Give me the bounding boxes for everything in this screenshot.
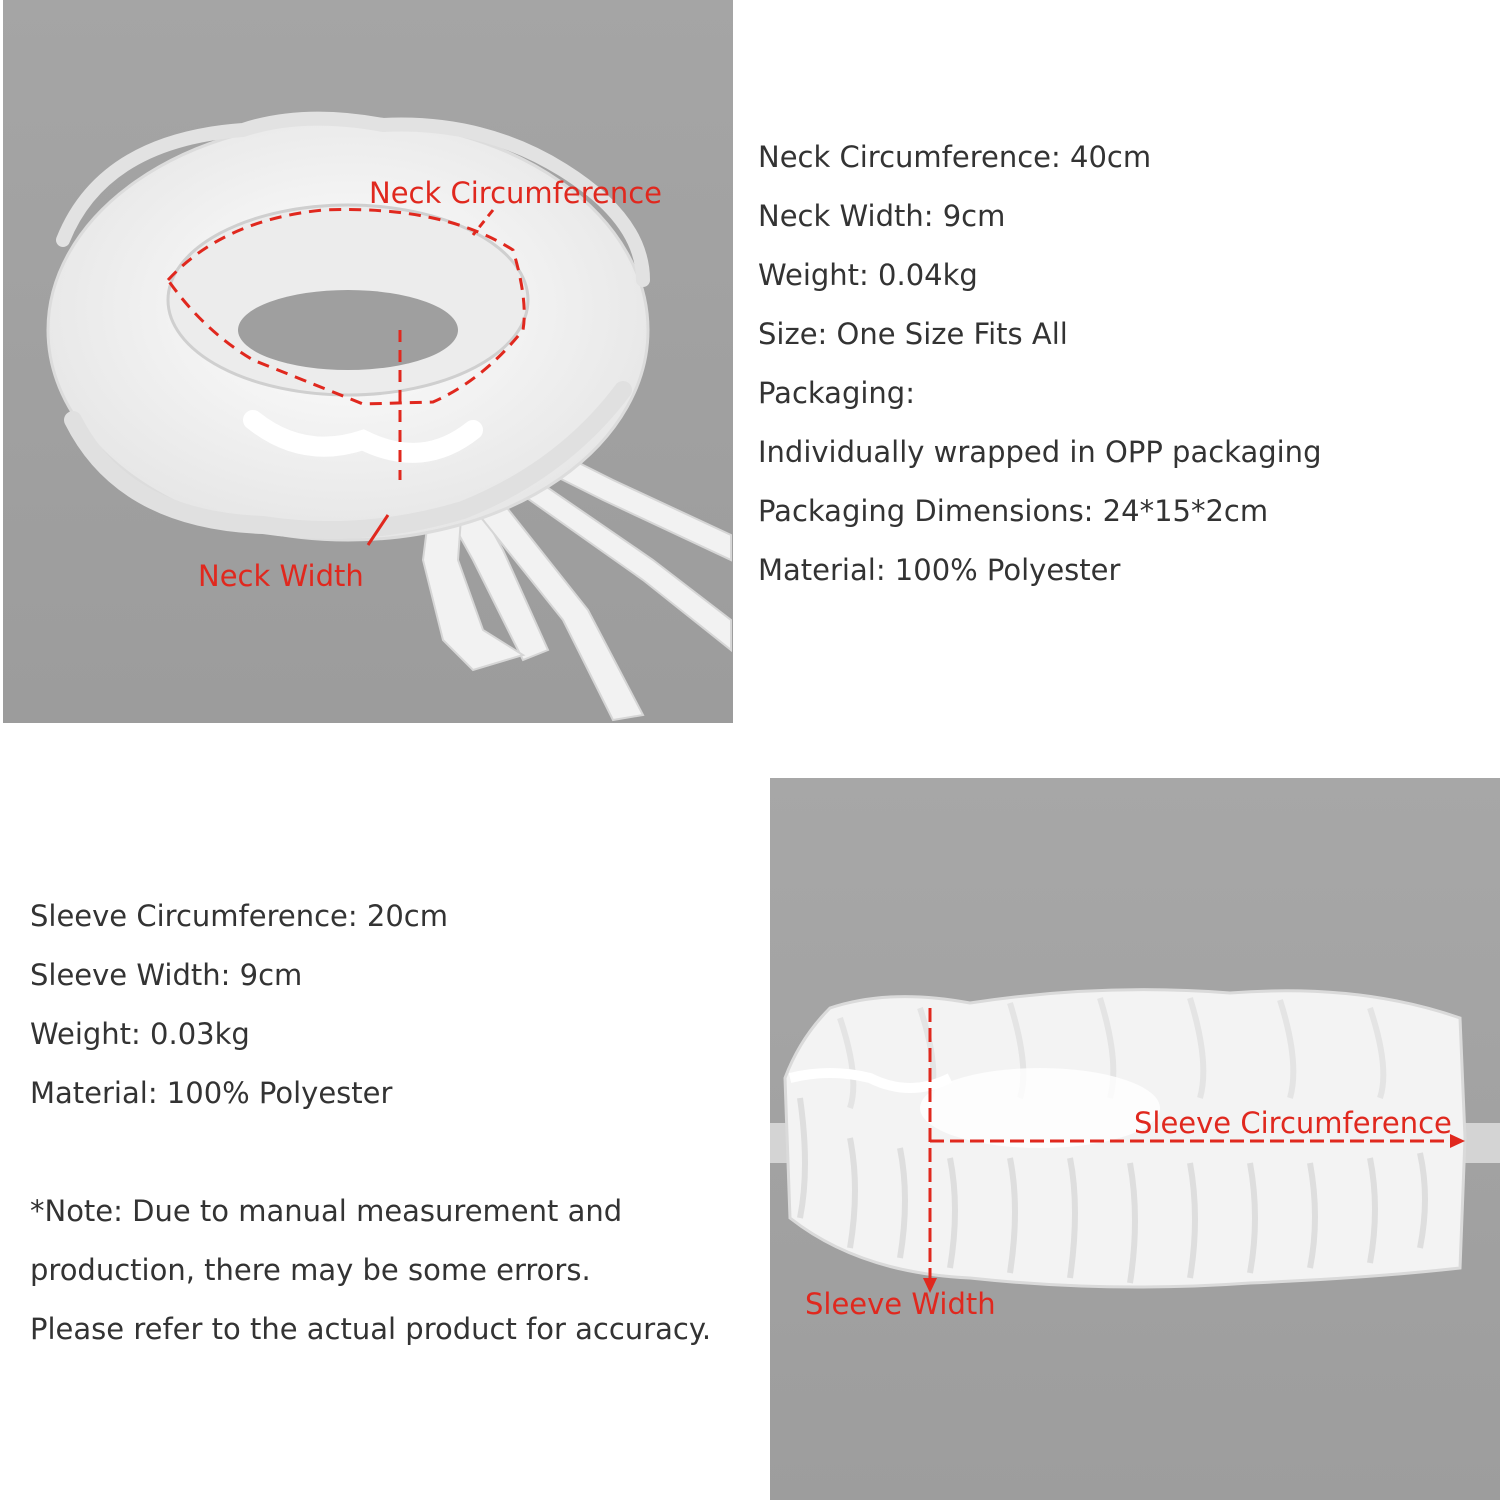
collar-spec-weight: Weight: 0.04kg [758, 258, 978, 292]
note-line: production, there may be some errors. [30, 1253, 591, 1287]
collar-spec-packaging: Packaging: [758, 376, 915, 410]
cuff-spec-sleeve-width: Sleeve Width: 9cm [30, 958, 303, 992]
neck-width-label: Neck Width [198, 559, 364, 593]
cuff-spec-material: Material: 100% Polyester [30, 1076, 393, 1110]
sleeve-circumference-label: Sleeve Circumference [1134, 1106, 1452, 1140]
collar-photo [3, 0, 733, 723]
measurement-note [30, 1182, 711, 1359]
cuff-photo [770, 778, 1500, 1500]
neck-circumference-label: Neck Circumference [369, 176, 663, 210]
collar-illustration [3, 0, 733, 723]
collar-spec-packaging-dimensions: Packaging Dimensions: 24*15*2cm [758, 494, 1269, 528]
cuff-spec-weight: Weight: 0.03kg [30, 1017, 250, 1051]
collar-spec-list [758, 128, 1321, 600]
collar-spec-neck-width: Neck Width: 9cm [758, 199, 1006, 233]
cuff-illustration [770, 778, 1500, 1500]
note-line: *Note: Due to manual measurement and [30, 1194, 623, 1228]
cuff-spec-list [30, 887, 448, 1123]
collar-spec-neck-circumference: Neck Circumference: 40cm [758, 140, 1152, 174]
collar-spec-size: Size: One Size Fits All [758, 317, 1068, 351]
sleeve-width-label: Sleeve Width [805, 1287, 996, 1321]
note-line: Please refer to the actual product for accuracy. [30, 1312, 712, 1346]
collar-spec-packaging-detail: Individually wrapped in OPP packaging [758, 435, 1322, 469]
collar-spec-material: Material: 100% Polyester [758, 553, 1121, 587]
cuff-spec-sleeve-circumference: Sleeve Circumference: 20cm [30, 899, 448, 933]
